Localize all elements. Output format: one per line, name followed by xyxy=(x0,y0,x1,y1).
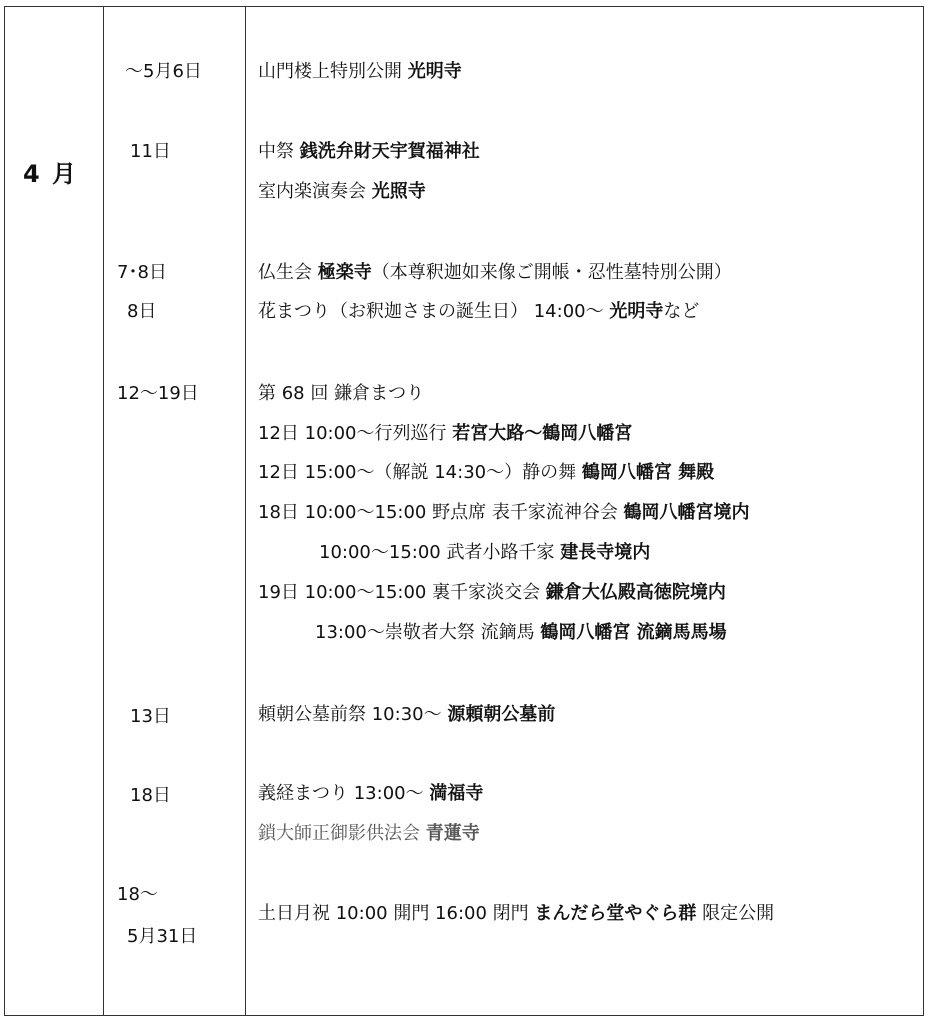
event-line: 頼朝公墓前祭 10:30～ 源頼朝公墓前 xyxy=(258,704,556,725)
event-line: 10:00～15:00 武者小路千家 建長寺境内 xyxy=(319,542,651,563)
event-date: ～5月6日 xyxy=(125,61,202,82)
column-divider-month xyxy=(103,7,104,1015)
event-line: 鎖大師正御影供法会 青蓮寺 xyxy=(258,823,480,844)
event-date: 13日 xyxy=(130,706,171,727)
month-label: 4 月 xyxy=(23,160,79,188)
event-date: 12～19日 xyxy=(117,383,199,404)
event-date: 18～ xyxy=(117,884,158,905)
event-line: 19日 10:00～15:00 裏千家淡交会 鎌倉大仏殿高徳院境内 xyxy=(258,582,726,603)
event-line: 12日 10:00～行列巡行 若宮大路～鶴岡八幡宮 xyxy=(258,423,633,444)
event-date: 18日 xyxy=(130,785,171,806)
event-line: 18日 10:00～15:00 野点席 表千家流神谷会 鶴岡八幡宮境内 xyxy=(258,502,750,523)
column-divider-date xyxy=(245,7,246,1015)
event-line: 土日月祝 10:00 開門 16:00 閉門 まんだら堂やぐら群 限定公開 xyxy=(258,903,775,924)
event-line: 仏生会 極楽寺（本尊釈迦如来像ご開帳・忍性墓特別公開） xyxy=(258,262,732,283)
event-table xyxy=(4,6,924,1016)
event-date: 8日 xyxy=(127,301,157,322)
event-line: 義経まつり 13:00～ 満福寺 xyxy=(258,783,484,804)
event-line: 12日 15:00～（解説 14:30～）静の舞 鶴岡八幡宮 舞殿 xyxy=(258,462,715,483)
event-line: 山門楼上特別公開 光明寺 xyxy=(258,61,462,82)
event-line: 第 68 回 鎌倉まつり xyxy=(258,383,425,404)
event-date: 7･8日 xyxy=(117,262,167,283)
event-date-end: 5月31日 xyxy=(127,926,198,947)
event-line: 中祭 銭洗弁財天宇賀福神社 xyxy=(258,141,480,162)
event-line: 花まつり（お釈迦さまの誕生日） 14:00～ 光明寺など xyxy=(258,301,700,322)
event-date: 11日 xyxy=(130,141,171,162)
event-line: 13:00～崇敬者大祭 流鏑馬 鶴岡八幡宮 流鏑馬馬場 xyxy=(315,622,727,643)
event-line: 室内楽演奏会 光照寺 xyxy=(258,181,426,202)
